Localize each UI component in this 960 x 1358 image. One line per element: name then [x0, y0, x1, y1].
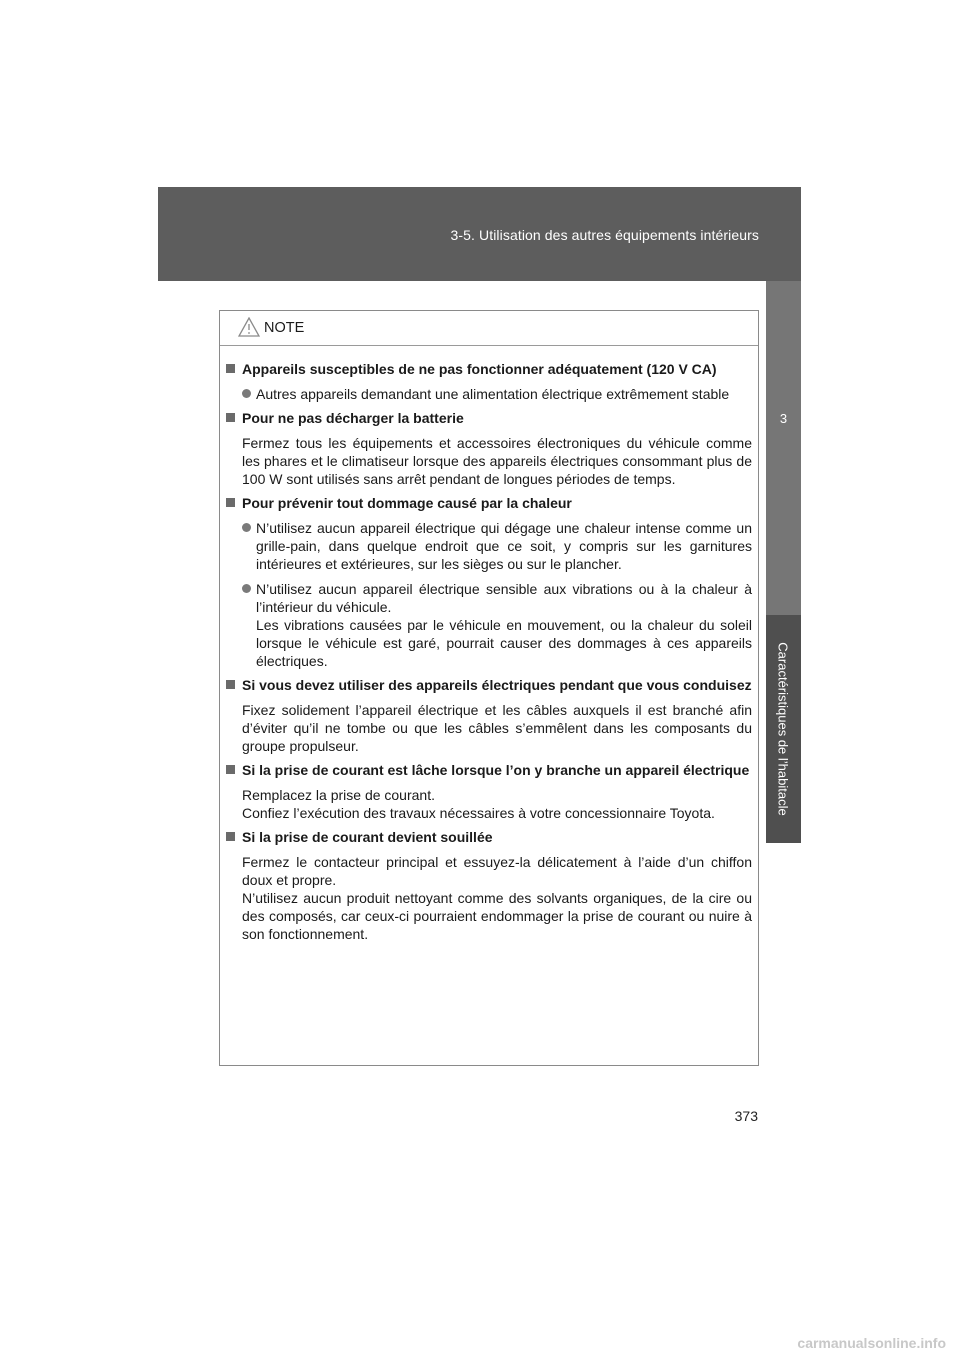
bullet-item: N’utilisez aucun appareil électrique sensible aux vibrations ou à la chaleur à l’intérieur du véhicule. Les vibrations causées par le véhicule en mouvement, ou la chaleur du soleil lorsque le véhicule est garé, pourrait causer des dommages à ces appareils électriques. [242, 580, 752, 670]
note-section [224, 409, 752, 488]
section-heading: Appareils susceptibles de ne pas fonctionner adéquatement (120 V CA) [242, 360, 752, 378]
page-number: 373 [734, 1108, 758, 1124]
section-heading: Si la prise de courant est lâche lorsque l’on y branche un appareil électrique [242, 761, 752, 779]
header-band [158, 187, 801, 281]
note-box [219, 310, 759, 1066]
chapter-number-box [766, 281, 801, 615]
note-section [224, 761, 752, 822]
note-section [224, 360, 752, 403]
square-bullet-icon [226, 364, 235, 373]
section-paragraph: Fermez le contacteur principal et essuyez-la délicatement à l’aide d’un chiffon doux et propre. N’utilisez aucun produit nettoyant comme des solvants organiques, de la cire ou des composés, car ceux-ci pourraient endommager la prise de courant ou nuire à son fonctionnement. [242, 854, 752, 942]
watermark: carmanualsonline.info [797, 1335, 946, 1351]
round-bullet-icon [242, 523, 251, 532]
square-bullet-icon [226, 765, 235, 774]
note-header [220, 311, 758, 346]
section-paragraph: Remplacez la prise de courant. Confiez l’exécution des travaux nécessaires à votre concessionnaire Toyota. [242, 787, 715, 821]
section-heading: Si vous devez utiliser des appareils électriques pendant que vous conduisez [242, 676, 752, 694]
square-bullet-icon [226, 832, 235, 841]
bullet-item: N’utilisez aucun appareil électrique qui dégage une chaleur intense comme un grille-pain, dans quelque endroit que ce soit, y compris sur les garnitures intérieures et extérieures, sur les sièges ou sur le plancher. [242, 519, 752, 573]
section-heading: Pour ne pas décharger la batterie [242, 409, 752, 427]
section-title: 3-5. Utilisation des autres équipements intérieurs [450, 227, 759, 243]
section-heading: Pour prévenir tout dommage causé par la chaleur [242, 494, 752, 512]
note-section [224, 828, 752, 943]
note-title: NOTE [264, 320, 305, 336]
section-paragraph: Fixez solidement l’appareil électrique et les câbles auxquels il est branché afin d’éviter qu’il ne tombe ou que les câbles s’emmêlent dans les composants du groupe propulseur. [242, 702, 752, 754]
chapter-label-box [766, 615, 801, 843]
section-paragraph: Fermez tous les équipements et accessoires électroniques du véhicule comme les phares et le climatiseur lorsque des appareils électriques consommant plus de 100 W sont utilisés sans arrêt pendant de longues périodes de temps. [242, 435, 752, 487]
square-bullet-icon [226, 413, 235, 422]
warning-triangle-icon [238, 317, 260, 337]
round-bullet-icon [242, 584, 251, 593]
square-bullet-icon [226, 498, 235, 507]
note-body [220, 346, 758, 943]
square-bullet-icon [226, 680, 235, 689]
chapter-label: Caractéristiques de l’habitacle [775, 642, 791, 816]
section-heading: Si la prise de courant devient souillée [242, 828, 752, 846]
note-section [224, 494, 752, 670]
chapter-number: 3 [779, 411, 788, 426]
note-section [224, 676, 752, 755]
bullet-item: Autres appareils demandant une alimentation électrique extrêmement stable [242, 385, 752, 403]
round-bullet-icon [242, 389, 251, 398]
